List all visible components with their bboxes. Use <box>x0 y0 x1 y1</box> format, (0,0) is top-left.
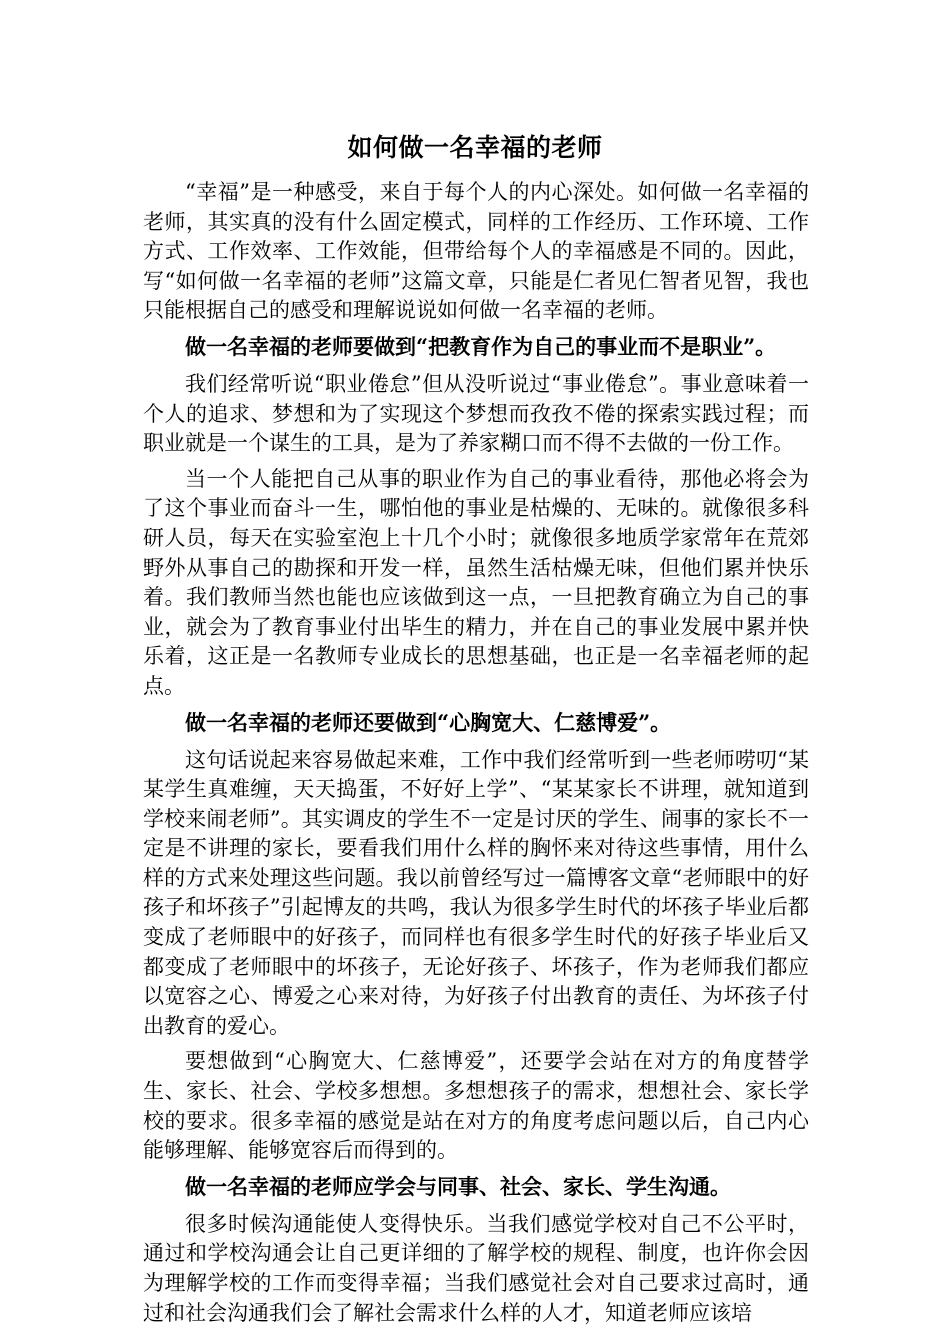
section-heading: 做一名幸福的老师应学会与同事、社会、家长、学生沟通。 <box>185 1173 731 1199</box>
body-paragraph: 要想做到“心胸宽大、仁慈博爱”，还要学会站在对方的角度替学生、家长、社会、学校多想想。多想想孩子的需求，想想社会、家长学校的要求。很多幸福的感觉是站在对方的角度考虑问题以后，自己内心能够理解、能够宽容后而得到的。 <box>143 1049 809 1163</box>
body-paragraph: “幸福”是一种感受，来自于每个人的内心深处。如何做一名幸福的老师，其实真的没有什么固定模式，同样的工作经历、工作环境、工作方式、工作效率、工作效能，但带给每个人的幸福感是不同的。因此，写“如何做一名幸福的老师”这篇文章，只能是仁者见仁智者见智，我也只能根据自己的感受和理解说说如何做一名幸福的老师。 <box>143 180 809 323</box>
section-heading: 做一名幸福的老师要做到“把教育作为自己的事业而不是职业”。 <box>185 333 777 359</box>
body-paragraph: 当一个人能把自己从事的职业作为自己的事业看待，那他必将会为了这个事业而奋斗一生，哪怕他的事业是枯燥的、无味的。就像很多科研人员，每天在实验室泡上十几个小时；就像很多地质学家常年在荒郊野外从事自己的勘探和开发一样，虽然生活枯燥无味，但他们累并快乐着。我们教师当然也能也应该做到这一点，一旦把教育确立为自己的事业，就会为了教育事业付出毕生的精力，并在自己的事业发展中累并快乐着，这正是一名教师专业成长的思想基础，也正是一名幸福老师的起点。 <box>143 466 809 698</box>
document-title: 如何做一名幸福的老师 <box>347 133 603 162</box>
body-paragraph: 这句话说起来容易做起来难，工作中我们经常听到一些老师唠叨“某某学生真难缠，天天捣蛋，不好好上学”、“某某家长不讲理，就知道到学校来闹老师”。其实调皮的学生不一定是讨厌的学生、闹事的家长不一定是不讲理的家长，要看我们用什么样的胸怀来对待这些事情，用什么样的方式来处理这些问题。我以前曾经写过一篇博客文章“老师眼中的好孩子和坏孩子”引起博友的共鸣，我认为很多学生时代的坏孩子毕业后都变成了老师眼中的好孩子，而同样也有很多学生时代的好孩子毕业后又都变成了老师眼中的坏孩子，无论好孩子、坏孩子，作为老师我们都应以宽容之心、博爱之心来对待，为好孩子付出教育的责任、为坏孩子付出教育的爱心。 <box>143 747 809 1038</box>
body-paragraph: 我们经常听说“职业倦怠”但从没听说过“事业倦怠”。事业意味着一个人的追求、梦想和为了实现这个梦想而孜孜不倦的探索实践过程；而职业就是一个谋生的工具，是为了养家糊口而不得不去做的一份工作。 <box>143 371 809 456</box>
document-body <box>143 178 809 1334</box>
section-heading: 做一名幸福的老师还要做到“心胸宽大、仁慈博爱”。 <box>185 709 672 735</box>
body-paragraph: 很多时候沟通能使人变得快乐。当我们感觉学校对自己不公平时，通过和学校沟通会让自己更详细的了解学校的规程、制度，也许你会因为理解学校的工作而变得幸福；当我们感觉社会对自己要求过高时，通过和社会沟通我们会了解社会需求什么样的人才，知道老师应该培 <box>143 1211 809 1325</box>
